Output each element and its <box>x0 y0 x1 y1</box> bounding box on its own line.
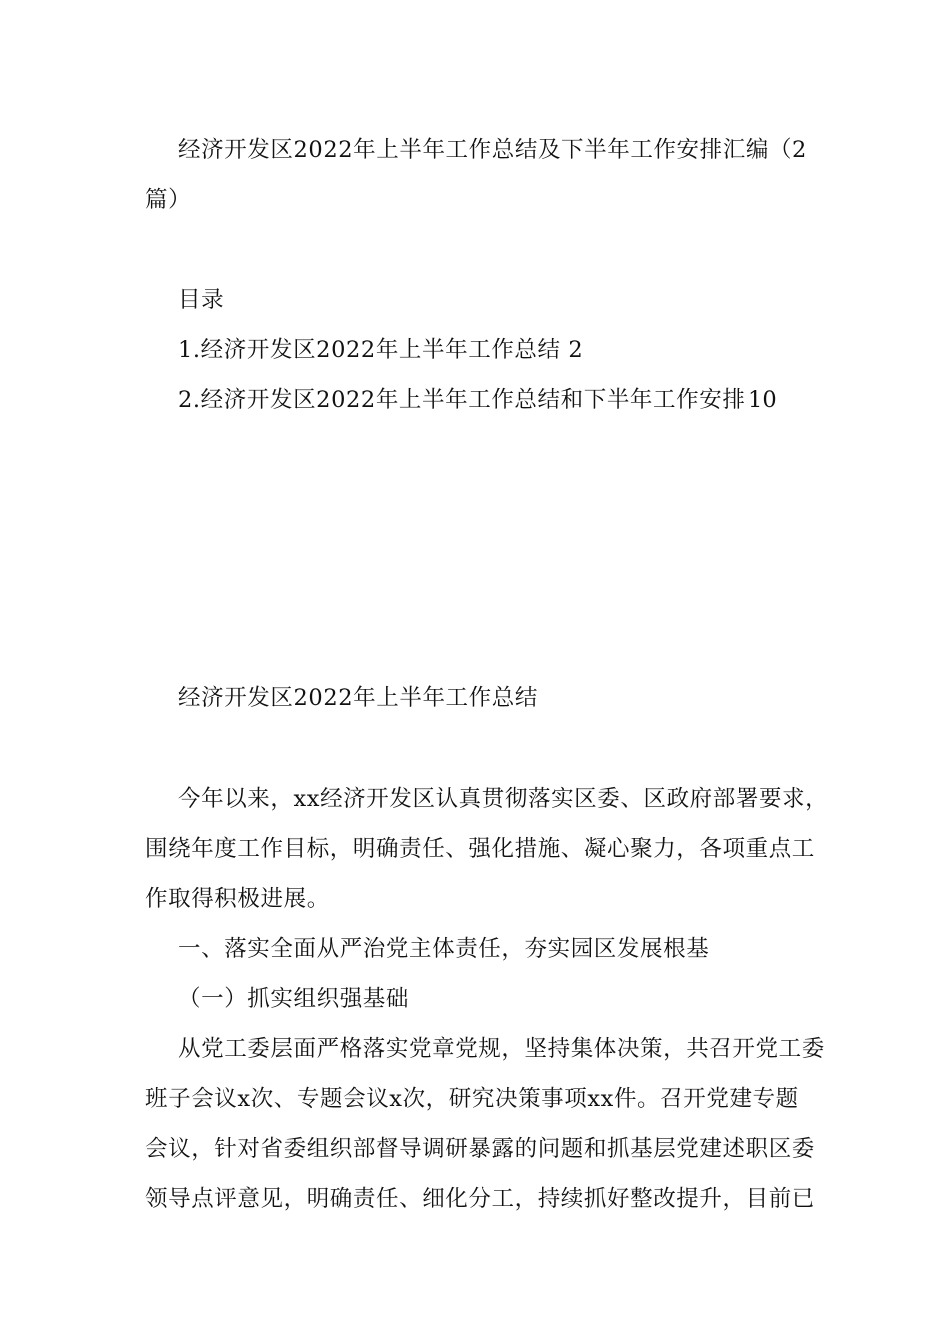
body-line-1: 从党工委层面严格落实党章党规，坚持集体决策，共召开党工委 <box>178 1036 825 1062</box>
intro-line-3: 作取得积极进展。 <box>145 886 330 912</box>
section-title: 经济开发区2022年上半年工作总结 <box>178 685 538 711</box>
toc-item-2: 2.经济开发区2022年上半年工作总结和下半年工作安排 <box>178 387 746 413</box>
body-line-2: 班子会议x次、专题会议x次，研究决策事项xx件。召开党建专题 <box>145 1086 799 1112</box>
intro-line-1: 今年以来，xx经济开发区认真贯彻落实区委、区政府部署要求， <box>178 786 829 812</box>
heading-1: 一、落实全面从严治党主体责任，夯实园区发展根基 <box>178 936 710 962</box>
document-title-line-2: 篇） <box>145 187 192 213</box>
toc-heading: 目录 <box>178 287 225 313</box>
document-title-line-1: 经济开发区2022年上半年工作总结及下半年工作安排汇编（2 <box>178 137 807 163</box>
toc-item-1: 1.经济开发区2022年上半年工作总结 2 <box>178 337 584 363</box>
intro-line-2: 围绕年度工作目标，明确责任、强化措施、凝心聚力，各项重点工 <box>145 836 815 862</box>
subheading-1: （一）抓实组织强基础 <box>178 986 410 1012</box>
body-line-3: 会议，针对省委组织部督导调研暴露的问题和抓基层党建述职区委 <box>145 1136 815 1162</box>
body-line-4: 领导点评意见，明确责任、细化分工，持续抓好整改提升，目前已 <box>145 1186 815 1212</box>
toc-item-2-page: 10 <box>748 387 777 413</box>
